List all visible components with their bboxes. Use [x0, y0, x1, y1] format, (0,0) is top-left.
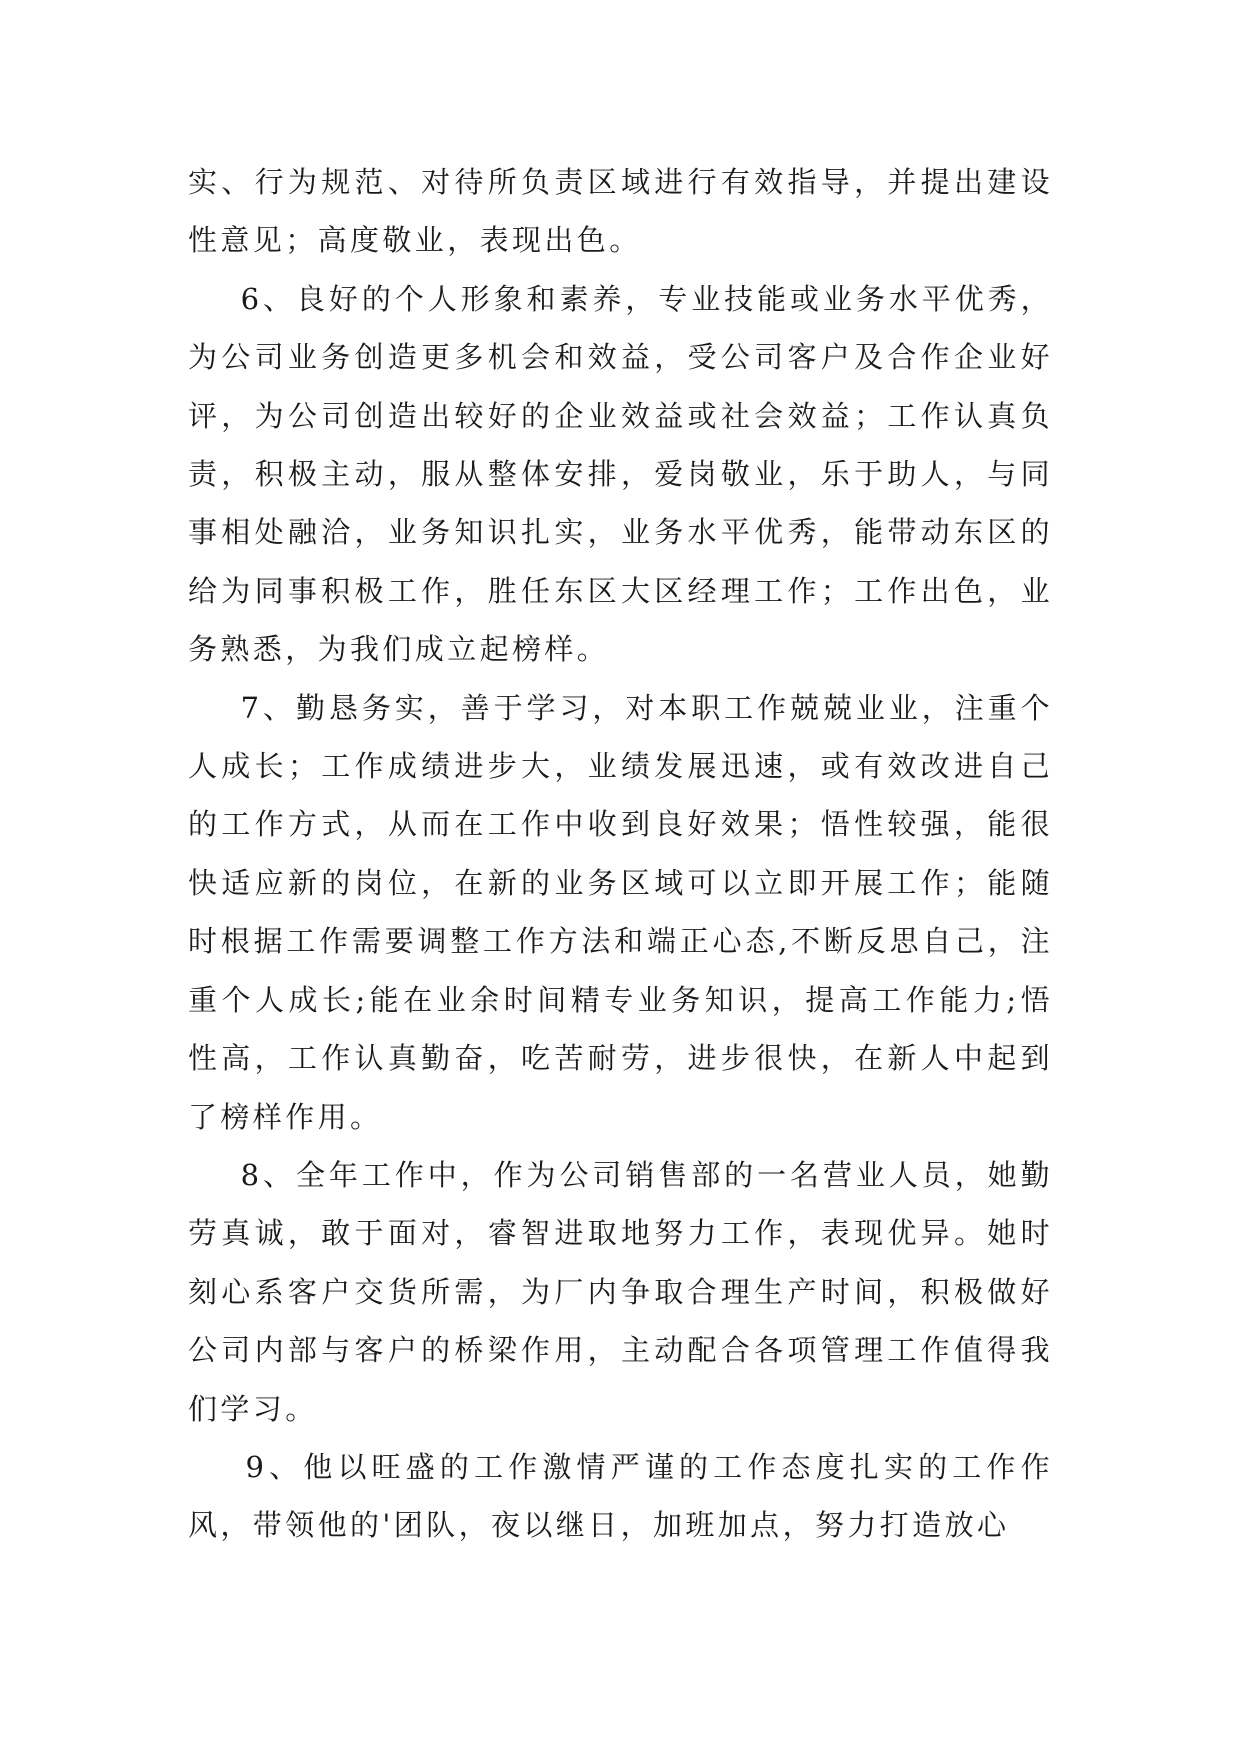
- paragraph-item-9: 9、他以旺盛的工作激情严谨的工作态度扎实的工作作风，带领他的'团队，夜以继日，加班加点，努力打造放心: [188, 1449, 1053, 1543]
- paragraph-item-8: 8、全年工作中，作为公司销售部的一名营业人员，她勤劳真诚，敢于面对，睿智进取地努力工作，表现优异。她时刻心系客户交货所需，为厂内争取合理生产时间，积极做好公司内部与客户的桥梁作用，主动配合各项管理工作值得我们学习。: [188, 1157, 1053, 1426]
- paragraph-continuation: 实、行为规范、对待所负责区域进行有效指导，并提出建设性意见；高度敬业，表现出色。: [188, 165, 1053, 258]
- paragraph-item-6: 6、良好的个人形象和素养，专业技能或业务水平优秀，为公司业务创造更多机会和效益，受公司客户及合作企业好评，为公司创造出较好的企业效益或社会效益；工作认真负责，积极主动，服从整体安排，爱岗敬业，乐于助人，与同事相处融洽，业务知识扎实，业务水平优秀，能带动东区的给为同事积极工作，胜任东区大区经理工作；工作出色，业务熟悉，为我们成立起榜样。: [188, 281, 1053, 667]
- paragraph-item-7: 7、勤恳务实，善于学习，对本职工作兢兢业业，注重个人成长；工作成绩进步大，业绩发展迅速，或有效改进自己的工作方式，从而在工作中收到良好效果；悟性较强，能很快适应新的岗位，在新的业务区域可以立即开展工作；能随时根据工作需要调整工作方法和端正心态,不断反思自己，注重个人成长;能在业余时间精专业务知识，提高工作能力;悟性高，工作认真勤奋，吃苦耐劳，进步很快，在新人中起到了榜样作用。: [188, 690, 1053, 1134]
- document-body: [188, 153, 1053, 1555]
